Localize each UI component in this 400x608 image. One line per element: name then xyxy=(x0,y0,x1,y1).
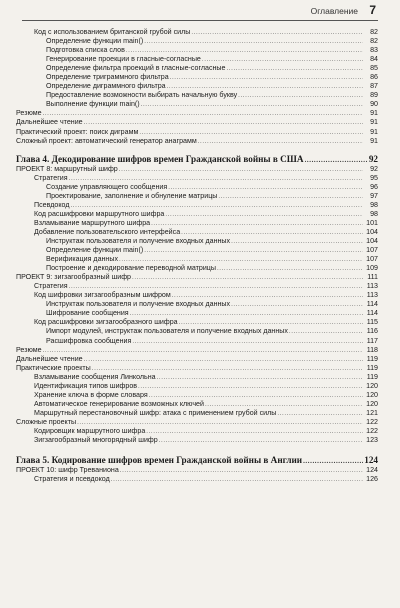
toc-entry[interactable] xyxy=(16,246,378,255)
leader-dots xyxy=(172,291,363,300)
toc-entry[interactable] xyxy=(16,255,378,264)
toc-entry[interactable] xyxy=(16,318,378,327)
toc-entry-page: 104 xyxy=(366,236,378,245)
chapter-5-heading[interactable] xyxy=(16,454,378,466)
toc-entry-title: Практические проекты xyxy=(16,363,91,372)
leader-dots xyxy=(77,418,363,427)
toc-entry-title: Подготовка списка слов xyxy=(46,46,125,55)
toc-entry-page: 119 xyxy=(366,354,378,363)
toc-entry-title: Инструктаж пользователя и получение входных данных xyxy=(46,236,231,245)
toc-entry-page: 107 xyxy=(366,255,378,264)
header-rule xyxy=(22,20,378,21)
leader-dots xyxy=(144,37,363,46)
toc-entry-page: 92 xyxy=(370,164,378,173)
toc-entry-page: 82 xyxy=(370,28,378,36)
toc-entry-title: Стратегия xyxy=(34,173,68,182)
toc-entry-page: 120 xyxy=(366,399,378,408)
toc-entry-page: 101 xyxy=(366,218,378,227)
leader-dots xyxy=(141,100,363,109)
toc-entry-title: Код шифровки зигзагообразным шифром xyxy=(34,291,171,300)
toc-entry-page: 109 xyxy=(366,264,378,273)
toc-entry[interactable] xyxy=(16,436,378,445)
toc-entry-title: Кодировщик маршрутного шифра xyxy=(34,426,146,435)
leader-dots xyxy=(151,219,363,228)
toc-entry-page: 86 xyxy=(370,73,378,82)
toc-entry[interactable] xyxy=(16,382,378,391)
toc-entry-title: Создание управляющего сообщения xyxy=(46,182,168,191)
toc-entry-title: Предоставление возможности выбирать начальную букву xyxy=(46,91,238,100)
toc-entry-page: 119 xyxy=(366,372,378,381)
toc-entry-page: 113 xyxy=(366,282,378,291)
toc-entry[interactable] xyxy=(16,237,378,246)
leader-dots xyxy=(238,91,363,100)
toc-entry-page: 119 xyxy=(366,363,378,372)
leader-dots xyxy=(218,192,363,201)
toc-entry-page: 87 xyxy=(370,82,378,91)
toc-entry-title: Определение диграммного фильтра xyxy=(46,82,166,91)
leader-dots xyxy=(202,55,363,64)
leader-dots xyxy=(84,355,363,364)
toc-entry[interactable] xyxy=(16,291,378,300)
leader-dots xyxy=(69,174,363,183)
toc-entry-title: Построение и декодирование переводной матрицы xyxy=(46,264,216,273)
leader-dots xyxy=(70,201,363,210)
leader-dots xyxy=(198,137,363,146)
leader-dots xyxy=(144,246,363,255)
toc-entry[interactable] xyxy=(16,128,378,137)
toc-entry[interactable] xyxy=(16,475,378,484)
toc-entry-page: 111 xyxy=(367,273,378,282)
toc-entry-page: 83 xyxy=(370,46,378,55)
toc-entry[interactable] xyxy=(16,201,378,210)
toc-entry-title: Резюме xyxy=(16,345,42,354)
toc-entry[interactable] xyxy=(16,264,378,273)
toc-entry-page: 97 xyxy=(370,191,378,200)
toc-entry-title: Стратегия xyxy=(34,282,68,291)
leader-dots xyxy=(146,427,363,436)
page-number: 7 xyxy=(369,3,376,17)
project-tag: ПРОЕКТ 9: xyxy=(16,273,53,282)
leader-dots xyxy=(120,466,363,475)
toc-entry-title: Генерирование проекции в гласные-согласные xyxy=(46,55,201,64)
toc-entry-page: 124 xyxy=(366,466,378,475)
toc-entry-page: 107 xyxy=(366,246,378,255)
toc-entry[interactable] xyxy=(16,364,378,373)
toc-entry-page: 91 xyxy=(370,118,378,127)
toc-entry-title: Код с использованием британской грубой силы xyxy=(34,28,191,36)
toc-entry-title: Сложный проект: автоматический генератор анаграмм xyxy=(16,136,197,145)
toc-entry-page: 82 xyxy=(370,37,378,46)
toc-entry[interactable] xyxy=(16,300,378,309)
toc-entry-title: Добавление пользовательского интерфейса xyxy=(34,227,181,236)
leader-dots xyxy=(138,382,363,391)
toc-entry-page: 122 xyxy=(366,417,378,426)
toc-entry[interactable] xyxy=(16,219,378,228)
toc-entry-title: Практический проект: поиск диграмм xyxy=(16,127,139,136)
toc-entry[interactable] xyxy=(16,346,378,355)
toc-entry[interactable] xyxy=(16,355,378,364)
toc-entry-page: 123 xyxy=(366,436,378,445)
toc-entry-page: 114 xyxy=(366,309,378,318)
leader-dots xyxy=(289,327,363,336)
toc-entry[interactable] xyxy=(16,210,378,219)
toc-entry-title: Взламывание сообщения Линкольна xyxy=(34,372,156,381)
toc-entry-title: Стратегия и псевдокод xyxy=(34,475,110,484)
leader-dots xyxy=(119,165,363,174)
toc-entry-page: 91 xyxy=(370,136,378,145)
toc-entry-title: Определение триграммного фильтра xyxy=(46,73,169,82)
leader-dots xyxy=(167,82,363,91)
leader-dots xyxy=(179,318,363,327)
leader-dots xyxy=(149,391,363,400)
toc-entry-title: Верификация данных xyxy=(46,255,118,264)
toc-entry-page: 104 xyxy=(366,227,378,236)
toc-entry[interactable] xyxy=(16,109,378,118)
chapter-title: Глава 4. Декодирование шифров времен Гражданской войны в США xyxy=(16,153,304,164)
toc-entry-title: Дальнейшее чтение xyxy=(16,354,83,363)
toc-entry-page: 89 xyxy=(370,91,378,100)
chapter-page: 92 xyxy=(368,153,378,164)
toc-entry-page: 120 xyxy=(366,381,378,390)
toc-entry[interactable] xyxy=(16,466,378,475)
chapter-title: Глава 5. Кодирование шифров времен Гражданской войны в Англии xyxy=(16,455,303,466)
toc-entry-title: Зигзагообразный многорядный шифр xyxy=(34,436,158,445)
toc-entry[interactable] xyxy=(16,418,378,427)
toc-entry-title: Код расшифровки маршрутного шифра xyxy=(34,209,165,218)
toc-entry-page: 90 xyxy=(370,100,378,109)
leader-dots xyxy=(43,346,363,355)
toc-entry-title: Определение фильтра проекций в гласные-согласные xyxy=(46,64,226,73)
leader-dots xyxy=(43,109,363,118)
toc-entry[interactable] xyxy=(16,91,378,100)
toc-entry-title: Инструктаж пользователя и получение входных данных xyxy=(46,300,231,309)
toc-entry[interactable] xyxy=(16,28,378,37)
chapter-4-entries xyxy=(16,165,378,445)
leader-dots xyxy=(139,128,363,137)
page-header xyxy=(0,0,400,22)
toc-entry-title: Маршрутный перестановочный шифр: атака с применением грубой силы xyxy=(34,408,277,417)
toc-entry-title: ПРОЕКТ 8: маршрутный шифр xyxy=(16,164,118,173)
leader-dots xyxy=(277,409,363,418)
toc-entry[interactable] xyxy=(16,228,378,237)
toc-entry[interactable] xyxy=(16,427,378,436)
leader-dots xyxy=(205,400,363,409)
toc-entry-page: 98 xyxy=(370,200,378,209)
leader-dots xyxy=(181,228,363,237)
toc-entry-title: Псевдокод xyxy=(34,200,70,209)
toc-entry[interactable] xyxy=(16,183,378,192)
toc-entry-title: Автоматическое генерирование возможных ключей xyxy=(34,399,204,408)
toc-entry-page: 121 xyxy=(366,408,378,417)
leader-dots xyxy=(157,373,363,382)
toc-entry[interactable] xyxy=(16,73,378,82)
toc-entry-page: 91 xyxy=(370,127,378,136)
toc-entry-title: Определение функции main() xyxy=(46,246,144,255)
chapter-5-entries xyxy=(16,466,378,484)
toc-entry-title: Шифрование сообщения xyxy=(46,309,129,318)
toc-entry-title: Резюме xyxy=(16,109,42,118)
leader-dots xyxy=(84,118,363,127)
leader-dots xyxy=(119,255,363,264)
toc-entry-page: 96 xyxy=(370,182,378,191)
toc-entry-title: Хранение ключа в форме словаря xyxy=(34,390,148,399)
toc-entry-title: ПРОЕКТ 9: зигзагообразный шифр xyxy=(16,273,132,282)
toc-entry[interactable] xyxy=(16,282,378,291)
toc-entry[interactable] xyxy=(16,64,378,73)
leader-dots xyxy=(130,309,363,318)
toc-entry-page: 85 xyxy=(370,64,378,73)
toc-entry-title: Код расшифровки зигзагообразного шифра xyxy=(34,318,178,327)
toc-entry-page: 117 xyxy=(366,336,378,345)
toc-entry[interactable] xyxy=(16,46,378,55)
toc-entry[interactable] xyxy=(16,309,378,318)
toc-entry-page: 122 xyxy=(366,426,378,435)
leader-dots xyxy=(191,28,363,37)
toc-entry-page: 114 xyxy=(366,300,378,309)
leader-dots xyxy=(231,300,363,309)
leader-dots xyxy=(170,73,363,82)
toc-entry[interactable] xyxy=(16,391,378,400)
leader-dots xyxy=(69,282,363,291)
leader-dots xyxy=(92,364,363,373)
chapter-page: 124 xyxy=(364,455,378,466)
toc-entry-title: Сложные проекты xyxy=(16,417,77,426)
leader-dots xyxy=(159,436,363,445)
toc-entry-page: 120 xyxy=(366,390,378,399)
toc-entry-page: 95 xyxy=(370,173,378,182)
toc-entry[interactable] xyxy=(16,55,378,64)
toc-entry-page: 118 xyxy=(366,345,378,354)
toc-entry[interactable] xyxy=(16,165,378,174)
leader-dots xyxy=(126,46,363,55)
table-of-contents xyxy=(16,28,378,484)
toc-entry[interactable] xyxy=(16,100,378,109)
toc-entry-title: Идентификация типов шифров xyxy=(34,381,138,390)
toc-entry-title: Проектирование, заполнение и обнуление матрицы xyxy=(46,191,218,200)
toc-entry-title: ПРОЕКТ 10: шифр Треваниона xyxy=(16,466,119,475)
toc-entry-title: Дальнейшее чтение xyxy=(16,118,83,127)
toc-entry-page: 98 xyxy=(370,209,378,218)
toc-entry-page: 115 xyxy=(366,318,378,327)
toc-entry-title: Выполнение функции main() xyxy=(46,100,140,109)
toc-entry[interactable] xyxy=(16,82,378,91)
toc-entry[interactable] xyxy=(16,327,378,336)
toc-entry[interactable] xyxy=(16,37,378,46)
toc-entry[interactable] xyxy=(16,137,378,146)
leader-dots xyxy=(217,264,363,273)
toc-entry[interactable] xyxy=(16,409,378,418)
toc-entry-title: Взламывание маршрутного шифра xyxy=(34,218,151,227)
toc-entry[interactable] xyxy=(16,192,378,201)
toc-entry[interactable] xyxy=(16,174,378,183)
toc-entry-page: 91 xyxy=(370,109,378,118)
toc-entry[interactable] xyxy=(16,400,378,409)
leader-dots xyxy=(231,237,363,246)
leader-dots xyxy=(132,273,363,282)
toc-entry-page: 126 xyxy=(366,475,378,484)
project-tag: ПРОЕКТ 10: xyxy=(16,466,57,475)
running-head: Оглавление xyxy=(310,6,358,16)
leader-dots xyxy=(132,337,363,346)
toc-entry[interactable] xyxy=(16,337,378,346)
leader-dots xyxy=(168,183,363,192)
chapter-4-heading[interactable] xyxy=(16,153,378,165)
project-tag: ПРОЕКТ 8: xyxy=(16,164,53,173)
toc-entry-page: 113 xyxy=(366,291,378,300)
toc-entry[interactable] xyxy=(16,273,378,282)
toc-entry-title: Определение функции main() xyxy=(46,37,144,46)
toc-entry-page: 84 xyxy=(370,55,378,64)
toc-entry-page: 116 xyxy=(366,327,378,336)
leader-dots xyxy=(111,475,363,484)
leader-dots xyxy=(165,210,363,219)
leader-dots xyxy=(226,64,363,73)
toc-entry-title: Расшифровка сообщения xyxy=(46,336,132,345)
toc-entry[interactable] xyxy=(16,373,378,382)
toc-continuation xyxy=(16,28,378,146)
toc-entry[interactable] xyxy=(16,118,378,127)
toc-entry-title: Импорт модулей, инструктаж пользователя и получение входных данных xyxy=(46,327,288,336)
